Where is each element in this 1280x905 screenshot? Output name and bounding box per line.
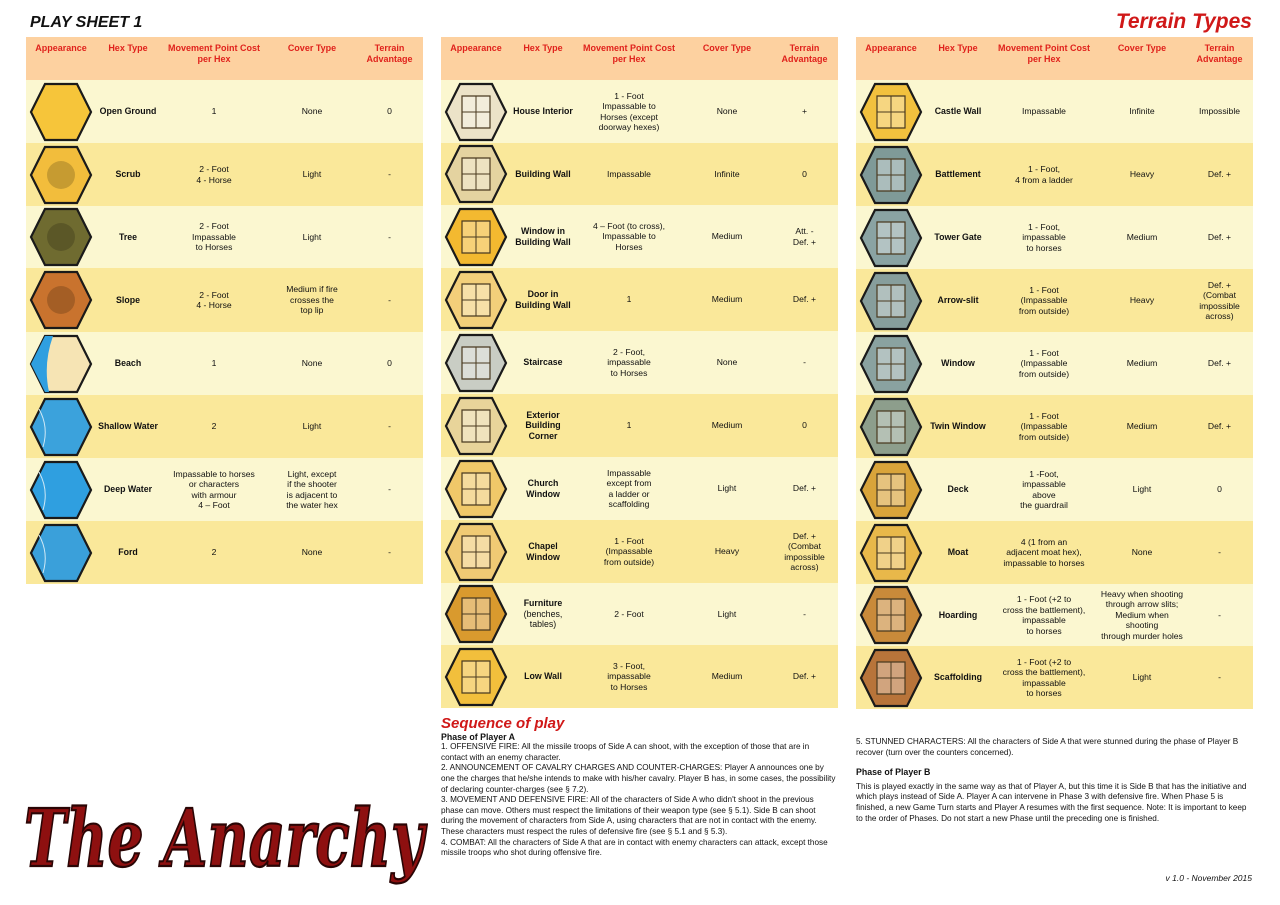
hex-appearance xyxy=(26,397,96,457)
cell-movement: Impassable xyxy=(1022,106,1066,117)
cell-cover: Medium xyxy=(1126,358,1158,369)
cell-cover: Medium xyxy=(711,420,743,431)
table-row xyxy=(441,143,838,205)
hex-type-name: Tree xyxy=(118,231,138,242)
hex-type xyxy=(96,547,160,558)
phase-b-heading: Phase of Player B xyxy=(856,767,931,778)
cell-advantage: 0 xyxy=(802,168,807,179)
cell-advantage: - xyxy=(388,231,391,242)
header-movement: Movement Point Cost per Hex xyxy=(997,43,1090,64)
hex-type xyxy=(926,547,990,558)
open-ground-hex xyxy=(29,82,93,142)
hex-type-name: Tower Gate xyxy=(934,232,982,243)
hex-type-name: Building Wall xyxy=(515,168,571,179)
hex-appearance xyxy=(26,523,96,583)
cell-cover: Heavy xyxy=(714,546,740,557)
hex-appearance xyxy=(441,333,511,393)
cell-advantage: - xyxy=(388,484,391,495)
cell-movement: 2 - Foot 4 - Horse xyxy=(196,164,232,185)
scaffolding-hex xyxy=(859,648,923,708)
hex-type xyxy=(96,232,160,243)
hex-type-name: Hoarding xyxy=(938,609,978,620)
cell-movement: 3 - Foot, impassable to Horses xyxy=(607,660,651,692)
chapel-window-hex xyxy=(444,522,508,582)
cell-movement: 2 - Foot Impassable to Horses xyxy=(192,221,236,253)
cell-advantage: 0 xyxy=(1217,484,1222,495)
phase-a-heading: Phase of Player A xyxy=(441,731,515,742)
cell-cover: Light xyxy=(302,231,322,242)
cell-cover: Light xyxy=(302,169,322,180)
building-wall-hex xyxy=(444,144,508,204)
hex-type xyxy=(511,289,575,310)
hex-type-name: Shallow Water xyxy=(98,421,158,432)
header-hex-type: Hex Type xyxy=(938,43,978,53)
header-appearance: Appearance xyxy=(865,43,917,53)
terrain-table-buildings xyxy=(441,37,838,708)
cell-cover: Light xyxy=(717,608,737,619)
cell-movement: Impassable except from a ladder or scaffolding xyxy=(606,467,652,509)
hex-type-name: Battlement xyxy=(935,169,981,180)
church-window-hex xyxy=(444,459,508,519)
cell-movement: Impassable to horses or characters with armour 4 – Foot xyxy=(173,468,255,510)
table-row xyxy=(856,80,1253,143)
phase-b-text: This is played exactly in the same way as that of Player A, but this time it is Side B that has the initiative and which plays instead of Side A. Player A can intervene in Phase 3 with defensive fire. When Phase 5 is finished, a new Game Turn starts and Player A resumes with the first sequence. Note: It is important to keep to the order of Phases. Do not start a new Phase until the preceding one is finished. xyxy=(856,781,1247,823)
hex-type-name: Deck xyxy=(947,484,969,495)
cell-cover: None xyxy=(301,106,323,117)
hex-appearance xyxy=(441,522,511,582)
hex-appearance xyxy=(26,207,96,267)
hex-appearance xyxy=(26,460,96,520)
cell-cover: Heavy xyxy=(1129,169,1155,180)
house-interior-hex xyxy=(444,82,508,142)
table-row xyxy=(441,520,838,583)
cell-cover: Medium xyxy=(711,294,743,305)
hex-type xyxy=(511,478,575,499)
sequence-of-play-continued xyxy=(856,737,1251,824)
hex-type-name: Church Window xyxy=(526,478,560,499)
logo-text: The Anarchy xyxy=(24,791,428,885)
cell-advantage: - xyxy=(803,357,806,368)
cell-advantage: Def. + xyxy=(792,671,817,682)
sequence-step: 3. MOVEMENT AND DEFENSIVE FIRE: All of the characters of Side A who didn't shoot in the previous phase can move. Others must respect the limitations of their weapon type (see § 5.1). Side B can shoot during the movement of characters from Side A, using characters that are not in contact with the enemy. These characters must respect the rules of defensive fire (see § 5.1 and § 5.3). xyxy=(441,795,817,836)
cell-movement: 1 - Foot, impassable to horses xyxy=(1022,221,1066,253)
hex-type-name: Staircase xyxy=(523,357,563,368)
deck-hex xyxy=(859,460,923,520)
header-hex-type: Hex Type xyxy=(523,43,563,53)
hex-type xyxy=(926,295,990,306)
sequence-of-play xyxy=(441,715,836,859)
header-movement: Movement Point Cost per Hex xyxy=(582,43,675,64)
cell-advantage: - xyxy=(388,421,391,432)
sequence-step: 4. COMBAT: All the characters of Side A that are in contact with enemy characters can attack, except those missile troops who shot during offensive fire. xyxy=(441,837,828,858)
terrain-table-castle xyxy=(856,37,1253,709)
cell-movement: 1 xyxy=(211,358,217,369)
slope-hex xyxy=(29,270,93,330)
hex-type xyxy=(96,169,160,180)
table-row xyxy=(26,80,423,143)
hex-appearance xyxy=(856,397,926,457)
header-appearance: Appearance xyxy=(35,43,87,53)
table-row xyxy=(26,268,423,332)
header-advantage: Terrain Advantage xyxy=(781,43,828,64)
table-row xyxy=(441,645,838,708)
cell-cover: None xyxy=(716,357,738,368)
hex-type xyxy=(511,169,575,180)
table-row xyxy=(856,646,1253,709)
terrain-table-natural xyxy=(26,37,423,584)
door-building-wall-hex xyxy=(444,270,508,330)
cell-movement: 2 - Foot 4 - Horse xyxy=(196,289,232,310)
hex-appearance xyxy=(441,270,511,330)
hex-appearance xyxy=(856,334,926,394)
table-row xyxy=(856,584,1253,646)
shallow-water-hex xyxy=(29,397,93,457)
moat-hex xyxy=(859,523,923,583)
cell-cover: None xyxy=(1131,547,1153,558)
hex-type-name: Slope xyxy=(116,294,140,305)
tree-hex xyxy=(29,207,93,267)
hex-type xyxy=(926,672,990,683)
hex-appearance xyxy=(441,584,511,644)
table-row xyxy=(26,206,423,268)
table-header xyxy=(26,37,423,80)
cell-advantage: 0 xyxy=(802,420,807,431)
low-wall-hex xyxy=(444,647,508,707)
table-row xyxy=(441,205,838,268)
hex-type xyxy=(511,106,575,117)
header-cover: Cover Type xyxy=(702,43,752,53)
hex-appearance xyxy=(856,82,926,142)
sequence-title: Sequence of play xyxy=(441,715,565,732)
hex-type xyxy=(511,598,575,630)
terrain-types-title: Terrain Types xyxy=(1115,10,1252,33)
cell-movement: 1 - Foot (Impassable from outside) xyxy=(603,535,655,567)
hex-appearance xyxy=(856,145,926,205)
header-appearance: Appearance xyxy=(450,43,502,53)
cell-advantage: - xyxy=(1218,672,1221,683)
cell-advantage: Impossible xyxy=(1198,106,1241,117)
cell-advantage: Def. + (Combat impossible across) xyxy=(784,530,825,572)
cell-movement: Impassable xyxy=(607,168,651,179)
battlement-hex xyxy=(859,145,923,205)
table-row xyxy=(441,331,838,394)
cell-advantage: - xyxy=(388,547,391,558)
hex-type xyxy=(926,421,990,432)
hex-type xyxy=(926,106,990,117)
hex-type xyxy=(96,295,160,306)
exterior-corner-hex xyxy=(444,396,508,456)
hex-type xyxy=(96,421,160,432)
header-advantage: Terrain Advantage xyxy=(366,43,413,64)
cell-cover: Light xyxy=(302,421,322,432)
cell-advantage: 0 xyxy=(387,358,392,369)
window-hex xyxy=(859,334,923,394)
table-row xyxy=(441,80,838,143)
hex-type-name: Twin Window xyxy=(930,421,986,432)
hex-type xyxy=(511,410,575,442)
cell-advantage: - xyxy=(388,169,391,180)
hex-type-name: Window in Building Wall xyxy=(515,226,571,247)
hex-appearance xyxy=(441,82,511,142)
cell-cover: Medium xyxy=(711,671,743,682)
table-row xyxy=(26,521,423,584)
hoarding-hex xyxy=(859,585,923,645)
table-row xyxy=(856,143,1253,206)
hex-type xyxy=(926,358,990,369)
cell-advantage: Att. - Def. + xyxy=(792,226,817,247)
cell-advantage: Def. + xyxy=(1207,421,1232,432)
deep-water-hex xyxy=(29,460,93,520)
table-row xyxy=(26,458,423,521)
hex-appearance xyxy=(856,585,926,645)
sequence-step: 1. OFFENSIVE FIRE: All the missile troops of Side A can shoot, with the exception of those that are in contact with an enemy character. xyxy=(441,742,810,762)
hex-appearance xyxy=(856,460,926,520)
cell-cover: None xyxy=(301,358,323,369)
hex-type xyxy=(96,358,160,369)
table-row xyxy=(441,457,838,520)
cell-movement: 1 - Foot, 4 from a ladder xyxy=(1015,164,1073,185)
cell-movement: 1 xyxy=(626,420,632,431)
cell-advantage: Def. + xyxy=(792,294,817,305)
hex-type xyxy=(511,357,575,368)
cell-movement: 4 – Foot (to cross), Impassable to Horses xyxy=(592,220,666,252)
cell-advantage: Def. + (Combat impossible across) xyxy=(1199,279,1240,321)
table-row xyxy=(441,583,838,645)
cell-movement: 1 - Foot (+2 to cross the battlement), impassable to horses xyxy=(1002,656,1086,698)
hex-type-name: House Interior xyxy=(513,106,573,117)
staircase-hex xyxy=(444,333,508,393)
cell-advantage: - xyxy=(388,294,391,305)
hex-type-name: Arrow-slit xyxy=(937,295,979,306)
hex-type xyxy=(926,232,990,243)
cell-cover: Heavy when shooting through arrow slits; Medium when shooting through murder holes xyxy=(1100,588,1184,641)
cell-movement: 4 (1 from an adjacent moat hex), impassable to horses xyxy=(1003,536,1085,568)
cell-cover: Infinite xyxy=(714,168,740,179)
cell-movement: 1 - Foot (Impassable from outside) xyxy=(1018,284,1070,316)
hex-appearance xyxy=(26,82,96,142)
hex-type-name: Exterior Building Corner xyxy=(525,409,561,441)
hex-type-name: Ford xyxy=(118,547,138,558)
cell-movement: 2 - Foot xyxy=(614,608,644,619)
hex-appearance xyxy=(856,648,926,708)
cell-advantage: - xyxy=(1218,547,1221,558)
hex-appearance xyxy=(26,334,96,394)
furniture-hex xyxy=(444,584,508,644)
cell-advantage: Def. + xyxy=(792,483,817,494)
hex-appearance xyxy=(441,207,511,267)
cell-movement: 1 - Foot (Impassable from outside) xyxy=(1018,347,1070,379)
cell-advantage: - xyxy=(1218,609,1221,620)
table-row xyxy=(26,143,423,206)
hex-type-name: Chapel Window xyxy=(526,541,560,562)
beach-hex xyxy=(29,334,93,394)
table-header xyxy=(856,37,1253,80)
header-advantage: Terrain Advantage xyxy=(1196,43,1243,64)
cell-cover: Infinite xyxy=(1129,106,1155,117)
hex-type xyxy=(96,484,160,495)
hex-type-name: Moat xyxy=(947,547,969,558)
sequence-step: 5. STUNNED CHARACTERS: All the characters of Side A that were stunned during the phase of Player B recover (turn over the counters concerned). xyxy=(856,737,1239,757)
hex-appearance xyxy=(26,145,96,205)
cell-advantage: Def. + xyxy=(1207,358,1232,369)
hex-appearance xyxy=(441,459,511,519)
table-row xyxy=(856,206,1253,269)
sequence-step: 2. ANNOUNCEMENT OF CAVALRY CHARGES AND COUNTER-CHARGES: Player A announces one by one the charges that he/she intends to make with his/her cavalry. Player B has, in some cases, the possibility of declaring counter-charges (see § 7.2). xyxy=(441,763,836,794)
hex-type-name: Beach xyxy=(114,358,142,369)
tower-gate-hex xyxy=(859,208,923,268)
header-movement: Movement Point Cost per Hex xyxy=(167,43,260,64)
cell-movement: 2 xyxy=(211,421,217,432)
header-cover: Cover Type xyxy=(1117,43,1167,53)
hex-appearance xyxy=(26,270,96,330)
play-sheet-title: PLAY SHEET 1 xyxy=(30,14,143,31)
ford-hex xyxy=(29,523,93,583)
cell-advantage: - xyxy=(803,608,806,619)
hex-type-name: Low Wall xyxy=(524,671,562,682)
hex-appearance xyxy=(441,647,511,707)
cell-advantage: 0 xyxy=(387,106,392,117)
header-cover: Cover Type xyxy=(287,43,337,53)
hex-type xyxy=(926,610,990,621)
cell-cover: Medium xyxy=(711,231,743,242)
cell-cover: None xyxy=(716,106,738,117)
hex-type xyxy=(511,541,575,562)
table-row xyxy=(441,268,838,331)
table-row xyxy=(26,332,423,395)
cell-cover: Light xyxy=(1132,672,1152,683)
cell-cover: Light, except if the shooter is adjacent to the water hex xyxy=(286,468,338,510)
the-anarchy-logo xyxy=(20,780,428,890)
hex-appearance xyxy=(856,523,926,583)
table-row xyxy=(856,395,1253,458)
table-header xyxy=(441,37,838,80)
table-row xyxy=(856,332,1253,395)
table-row xyxy=(441,394,838,457)
cell-advantage: Def. + xyxy=(1207,232,1232,243)
cell-cover: Heavy xyxy=(1129,295,1155,306)
hex-type-note: (benches, tables) xyxy=(523,608,563,630)
cell-cover: Medium xyxy=(1126,232,1158,243)
window-building-wall-hex xyxy=(444,207,508,267)
hex-type-name: Scrub xyxy=(115,169,141,180)
hex-type-name: Furniture xyxy=(523,598,563,609)
hex-type xyxy=(926,484,990,495)
header-hex-type: Hex Type xyxy=(108,43,148,53)
hex-type-name: Scaffolding xyxy=(934,672,982,683)
cell-movement: 1 -Foot, impassable above the guardrail xyxy=(1020,468,1068,510)
arrow-slit-hex xyxy=(859,271,923,331)
hex-type-name: Castle Wall xyxy=(934,106,982,117)
hex-type xyxy=(926,169,990,180)
cell-cover: Light xyxy=(717,483,737,494)
cell-movement: 1 - Foot (+2 to cross the battlement), impassable to horses xyxy=(1002,594,1086,636)
hex-type-name: Deep Water xyxy=(103,484,153,495)
table-row xyxy=(856,521,1253,584)
twin-window-hex xyxy=(859,397,923,457)
cell-cover: Light xyxy=(1132,484,1152,495)
cell-movement: 1 - Foot Impassable to Horses (except doorway hexes) xyxy=(598,90,660,132)
scrub-hex xyxy=(29,145,93,205)
hex-appearance xyxy=(441,396,511,456)
cell-movement: 1 xyxy=(211,106,217,117)
hex-type xyxy=(511,671,575,682)
version-label: v 1.0 - November 2015 xyxy=(1165,873,1252,883)
cell-cover: None xyxy=(301,547,323,558)
hex-type-name: Window xyxy=(941,358,975,369)
cell-advantage: Def. + xyxy=(1207,169,1232,180)
cell-movement: 1 - Foot (Impassable from outside) xyxy=(1018,410,1070,442)
castle-wall-hex xyxy=(859,82,923,142)
cell-cover: Medium if fire crosses the top lip xyxy=(286,284,338,316)
cell-movement: 2 - Foot, impassable to Horses xyxy=(607,346,651,378)
hex-appearance xyxy=(856,271,926,331)
table-row xyxy=(856,269,1253,332)
cell-movement: 2 xyxy=(211,547,217,558)
hex-appearance xyxy=(441,144,511,204)
hex-type xyxy=(511,226,575,247)
hex-type xyxy=(96,106,160,117)
cell-cover: Medium xyxy=(1126,421,1158,432)
hex-type-name: Open Ground xyxy=(99,106,157,117)
cell-movement: 1 xyxy=(626,294,632,305)
hex-type-name: Door in Building Wall xyxy=(515,289,571,310)
table-row xyxy=(26,395,423,458)
cell-advantage: + xyxy=(801,106,808,117)
hex-appearance xyxy=(856,208,926,268)
table-row xyxy=(856,458,1253,521)
